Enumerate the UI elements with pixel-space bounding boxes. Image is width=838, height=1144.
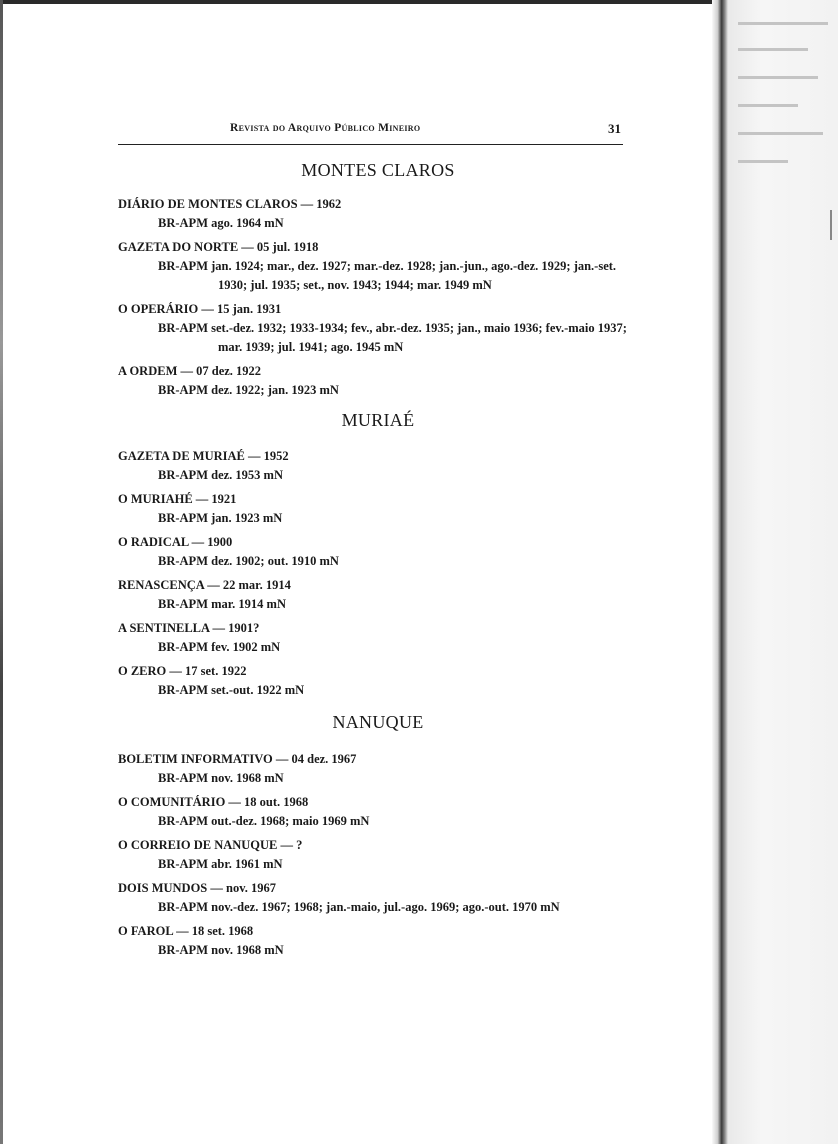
- page-number: 31: [608, 121, 621, 136]
- holdings-line: BR-APM jan. 1923 mN: [158, 511, 283, 525]
- newspaper-title: A ORDEM — 07 dez. 1922: [118, 364, 262, 378]
- holdings-line: BR-APM ago. 1964 mN: [158, 216, 284, 230]
- newspaper-title: O RADICAL — 1900: [118, 535, 233, 549]
- document-body: [118, 160, 638, 965]
- facing-page-edge: [728, 0, 838, 1144]
- running-header-title: Revista do Arquivo Público Mineiro: [230, 122, 421, 134]
- newspaper-title: RENASCENÇA — 22 mar. 1914: [118, 578, 291, 592]
- holdings-line: BR-APM abr. 1961 mN: [158, 857, 283, 871]
- newspaper-title: GAZETA DO NORTE — 05 jul. 1918: [118, 240, 319, 254]
- holdings-line: BR-APM nov. 1968 mN: [158, 943, 284, 957]
- page-top-edge: [0, 0, 720, 4]
- holdings-line: BR-APM jan. 1924; mar., dez. 1927; mar.-dez. 1928; jan.-jun., ago.-dez. 1929; jan.-set. 1930; jul. 1935; set., nov. 1943; 1944; mar. 1949 mN: [158, 259, 617, 292]
- book-gutter: [712, 0, 728, 1144]
- holdings-line: BR-APM dez. 1953 mN: [158, 468, 283, 482]
- section-heading: MURIAÉ: [341, 410, 415, 430]
- running-header: [118, 118, 623, 145]
- holdings-line: BR-APM nov.-dez. 1967; 1968; jan.-maio, jul.-ago. 1969; ago.-out. 1970 mN: [158, 900, 560, 914]
- holdings-line: BR-APM set.-out. 1922 mN: [158, 683, 305, 697]
- newspaper-entry: [118, 238, 638, 295]
- newspaper-title: BOLETIM INFORMATIVO — 04 dez. 1967: [118, 752, 357, 766]
- newspaper-entry: [118, 879, 638, 917]
- newspaper-title: DOIS MUNDOS — nov. 1967: [118, 881, 277, 895]
- newspaper-title: O CORREIO DE NANUQUE — ?: [118, 838, 303, 852]
- newspaper-title: DIÁRIO DE MONTES CLAROS — 1962: [118, 197, 342, 211]
- newspaper-title: O FAROL — 18 set. 1968: [118, 924, 254, 938]
- newspaper-entry: [118, 533, 638, 571]
- holdings-line: BR-APM set.-dez. 1932; 1933-1934; fev., abr.-dez. 1935; jan., maio 1936; fev.-maio 1937; mar. 1939; jul. 1941; ago. 1945 mN: [158, 321, 627, 354]
- section-heading: MONTES CLAROS: [301, 160, 455, 180]
- holdings-line: BR-APM dez. 1902; out. 1910 mN: [158, 554, 339, 568]
- holdings-line: BR-APM fev. 1902 mN: [158, 640, 281, 654]
- newspaper-entry: [118, 362, 638, 400]
- newspaper-entry: [118, 662, 638, 700]
- newspaper-entry: [118, 447, 638, 485]
- newspaper-title: O OPERÁRIO — 15 jan. 1931: [118, 302, 282, 316]
- section-heading: NANUQUE: [332, 712, 424, 732]
- newspaper-title: O COMUNITÁRIO — 18 out. 1968: [118, 795, 309, 809]
- holdings-line: BR-APM out.-dez. 1968; maio 1969 mN: [158, 814, 370, 828]
- newspaper-entry: [118, 836, 638, 874]
- holdings-line: BR-APM nov. 1968 mN: [158, 771, 284, 785]
- page-left-edge: [0, 0, 3, 1144]
- newspaper-entry: [118, 619, 638, 657]
- newspaper-entry: [118, 793, 638, 831]
- holdings-line: BR-APM mar. 1914 mN: [158, 597, 286, 611]
- newspaper-entry: [118, 195, 638, 233]
- newspaper-title: O ZERO — 17 set. 1922: [118, 664, 247, 678]
- holdings-line: BR-APM dez. 1922; jan. 1923 mN: [158, 383, 339, 397]
- newspaper-title: GAZETA DE MURIAÉ — 1952: [118, 449, 289, 463]
- newspaper-entry: [118, 750, 638, 788]
- newspaper-entry: [118, 576, 638, 614]
- newspaper-entry: [118, 300, 638, 357]
- newspaper-entry: [118, 922, 638, 960]
- newspaper-title: O MURIAHÉ — 1921: [118, 492, 237, 506]
- newspaper-entry: [118, 490, 638, 528]
- newspaper-title: A SENTINELLA — 1901?: [118, 621, 260, 635]
